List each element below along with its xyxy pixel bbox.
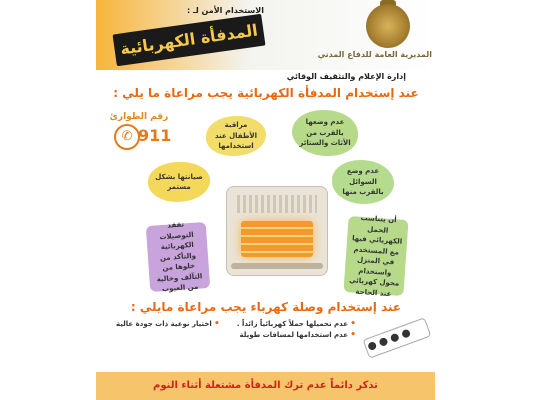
phone-icon: ✆ bbox=[114, 124, 140, 150]
tip-load: أن يتناسب الحمل الكهربائي فيها مع المستخدم في المنزل واستخدام محول كهربائي عند الحاجة bbox=[343, 216, 408, 296]
footer-reminder: تذكر دائماً عدم ترك المدفأة مشتعلة أثناء النوم bbox=[96, 372, 435, 400]
emergency-label: رقم الطوارئ bbox=[109, 112, 169, 122]
banner-subtitle: الاستخدام الأمن لـ : bbox=[187, 6, 264, 15]
tip-maintenance: صيانتها بشكل مستمر bbox=[148, 162, 210, 202]
tip-liquids: عدم وضع السوائل بالقرب منها bbox=[332, 160, 394, 204]
department-name: إدارة الإعلام والتثقيف الوقائي bbox=[286, 72, 406, 81]
heater-element bbox=[241, 221, 313, 257]
heater-base bbox=[231, 263, 323, 269]
banner-title: المدفأة الكهربائية bbox=[113, 14, 266, 67]
awareness-poster bbox=[96, 0, 435, 400]
list-item: • عدم تحميلها حملاً كهربائياً زائداً . bbox=[237, 320, 356, 328]
header-banner bbox=[96, 0, 266, 62]
electric-heater-icon bbox=[226, 186, 328, 276]
tip-children: مراقبة الأطفال عند استخدامها bbox=[206, 116, 266, 156]
tip-wiring: تفقد التوصيلات الكهربائية والتأكد من خلوها من التآلف وخالية من العيوب bbox=[146, 222, 210, 292]
civil-defense-emblem-icon bbox=[366, 4, 410, 48]
list-item: • اختيار نوعية ذات جودة عالية bbox=[116, 320, 220, 328]
extension-tips-list bbox=[116, 320, 356, 342]
list-item: • عدم استخدامها لمسافات طويلة bbox=[239, 331, 356, 339]
tip-furniture: عدم وضعها بالقرب من الأثاث والستائر bbox=[292, 110, 358, 156]
heater-vent bbox=[237, 195, 317, 213]
power-strip-icon bbox=[363, 317, 432, 358]
extension-section-heading: عند إستخدام وصلة كهرباء يجب مراعاة مايلي : bbox=[130, 300, 402, 314]
emergency-number: 911 bbox=[138, 126, 172, 145]
directorate-name: المديرية العامة للدفاع المدني bbox=[317, 50, 432, 59]
heater-section-heading: عند إستخدام المدفأة الكهربائية يجب مراعاة ما يلي : bbox=[113, 86, 419, 100]
